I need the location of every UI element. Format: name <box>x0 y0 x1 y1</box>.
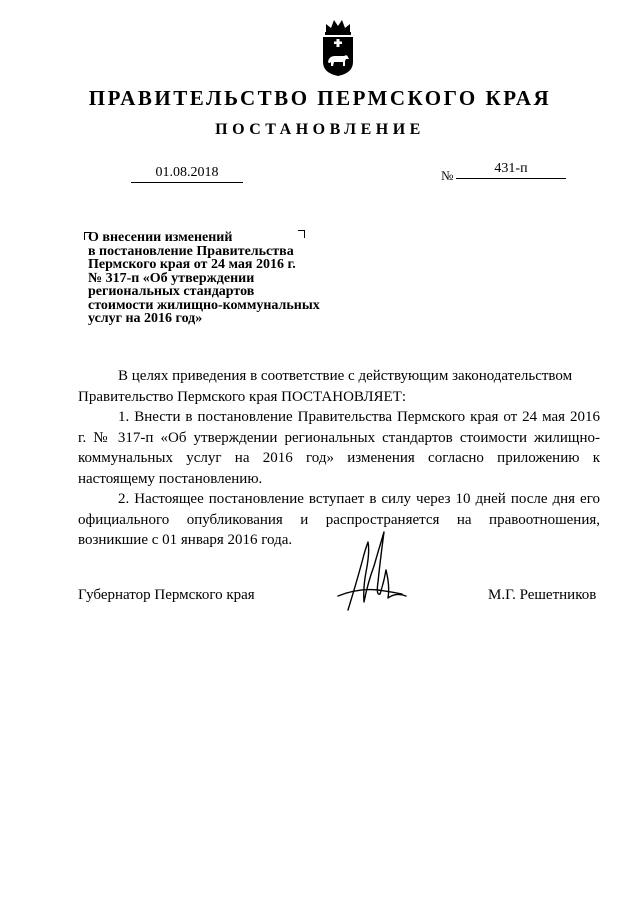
subject-line: в постановление Правительства <box>88 243 294 259</box>
subject-line: О внесении изменений <box>88 230 233 245</box>
handwritten-signature-icon <box>318 522 418 622</box>
coat-of-arms-icon <box>320 18 356 78</box>
document-subject <box>88 231 320 326</box>
number-sign: № <box>441 168 454 183</box>
organization-title: ПРАВИТЕЛЬСТВО ПЕРМСКОГО КРАЯ <box>88 86 552 110</box>
intro-paragraph-line1: В целях приведения в соответствие с действующим законодательством <box>118 368 573 384</box>
signer-name: М.Г. Решетников <box>488 587 597 603</box>
subject-line: Пермского края от 24 мая 2016 г. <box>88 257 296 272</box>
paragraph-item-1: 1. Внести в постановление Правительства Пермского края от 24 мая 2016 г. № 317-п «Об утверждении региональных стандартов стоимости жилищно-коммунальных услуг на 2016 год» изменения согласно приложению к настоящему постановлению. <box>78 409 600 487</box>
paragraph-item-2: 2. Настоящее постановление вступает в силу через 10 дней после дня его официального опубликования и распространяется на правоотношения, возникшие с 01 января 2016 года. <box>78 491 600 548</box>
subject-line: услуг на 2016 год» <box>88 311 203 326</box>
document-type-title: ПОСТАНОВЛЕНИЕ <box>215 121 425 138</box>
document-number: 431-п <box>456 160 566 179</box>
document-date: 01.08.2018 <box>131 164 243 183</box>
subject-line: стоимости жилищно-коммунальных <box>88 297 320 313</box>
intro-paragraph-line2: Правительство Пермского края ПОСТАНОВЛЯЕТ: <box>78 388 407 405</box>
signer-role: Губернатор Пермского края <box>78 587 255 603</box>
subject-line: № 317-п «Об утверждении <box>88 270 255 286</box>
subject-line: региональных стандартов <box>88 284 255 299</box>
